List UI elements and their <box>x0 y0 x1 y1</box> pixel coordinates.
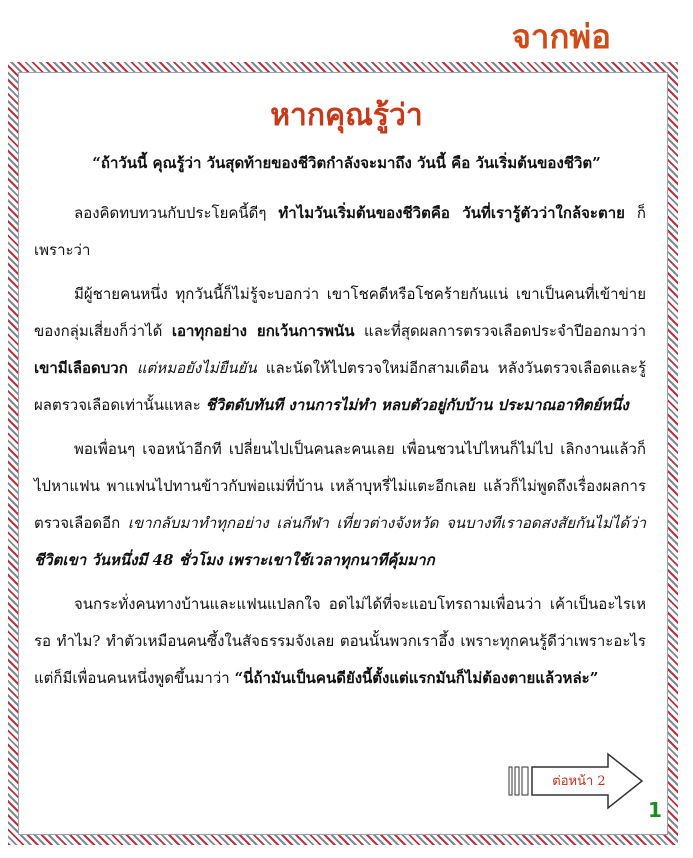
next-page-link[interactable]: ต่อหน้า 2 <box>552 774 606 789</box>
paragraph-text: ก็เพราะว่า <box>34 204 646 259</box>
paragraph-emphasis: เขามีเลือดบวก <box>34 359 128 377</box>
paragraph-bold-italic: ชีวิตดับทันที งานการไม่ทำ หลบตัวอยู่กับบ้าน ประมาณอาทิตย์หนึ่ง <box>205 396 629 414</box>
paragraph-bold-italic: ชีวิตเขา วันหนึ่งมี 48 ชั่วโมง เพราะเขาใช้เวลาทุกนาทีคุ้มมาก <box>34 551 435 569</box>
page-number: 1 <box>648 798 662 822</box>
paragraph-2 <box>34 276 646 424</box>
paragraph-emphasis: เอาทุกอย่าง ยกเว้นการพนัน <box>171 322 355 340</box>
paragraph-text: และที่สุดผลการตรวจเลือดประจำปีออกมาว่า <box>354 322 647 340</box>
article-body <box>34 195 646 697</box>
header-title: จากพ่อ <box>511 17 611 56</box>
paragraph-italic: เขากลับมาทำทุกอย่าง เล่นกีฬา เที่ยวต่างจังหวัด จนบางทีเราอดสงสัยกันไม่ได้ว่า <box>127 514 646 532</box>
paragraph-italic: แต่หมอยังไม่ยืนยัน <box>136 359 257 377</box>
paragraph-text <box>128 359 137 377</box>
paragraph-text: ลองคิดทบทวนกับประโยคนี้ดีๆ <box>74 204 279 222</box>
paragraph-emphasis: “นี่ถ้ามันเป็นคนดียังนี้ตั้งแต่แรกมันก็ไม่ต้องตายแล้วหล่ะ” <box>234 669 599 687</box>
article-quote: “ถ้าวันนี้ คุณรู้ว่า วันสุดท้ายของชีวิตกำลังจะมาถึง วันนี้ คือ วันเริ่มต้นของชีวิต” <box>92 154 601 172</box>
paragraph-emphasis: ทำไมวันเริ่มต้นของชีวิตคือ วันที่เรารู้ตัวว่าใกล้จะตาย <box>278 204 625 222</box>
paragraph-4 <box>34 586 646 697</box>
paragraph-text: จนกระทั่งคนทางบ้านและแฟนแปลกใจ อดไม่ได้ที่จะแอบโทรถามเพื่อนว่า เค้าเป็นอะไรเหรอ ทำไม? ทำตัวเหมือนคนซึ้งในสัจธรรมจังเลย ตอนนั้นพวกเราอึ้ง เพราะทุกคนรู้ดีว่าเพราะอะไร แต่ก็มีเพื่อนคนหนึ่งพูดขึ้นมาว่า <box>34 595 646 687</box>
paragraph-text: และนัดให้ไปตรวจใหม่อีกสามเดือน หลังวันตรวจเลือดและรู้ผลตรวจเลือดเท่านั้นแหละ <box>34 359 646 414</box>
paragraph-text: พอเพื่อนๆ เจอหน้าอีกที เปลี่ยนไปเป็นคนละคนเลย เพื่อนชวนไปไหนก็ไม่ไป เลิกงานแล้วก็ไปหาแฟน พาแฟนไปทานข้าวกับพ่อแม่ที่บ้าน เหล้าบุหรี่ไม่แตะอีกเลย แล้วก็ไม่พูดถึงเรื่องผลการตรวจเลือดอีก <box>34 440 646 532</box>
article-title: หากคุณรู้ว่า <box>270 98 423 133</box>
paragraph-3 <box>34 431 646 579</box>
paragraph-text: มีผู้ชายคนหนึ่ง ทุกวันนี้ก็ไม่รู้จะบอกว่า เขาโชคดีหรือโชคร้ายกันแน่ เขาเป็นคนที่เข้าข่ายของกลุ่มเสี่ยงก็ว่าได้ <box>34 285 646 340</box>
paragraph-1 <box>34 195 646 269</box>
